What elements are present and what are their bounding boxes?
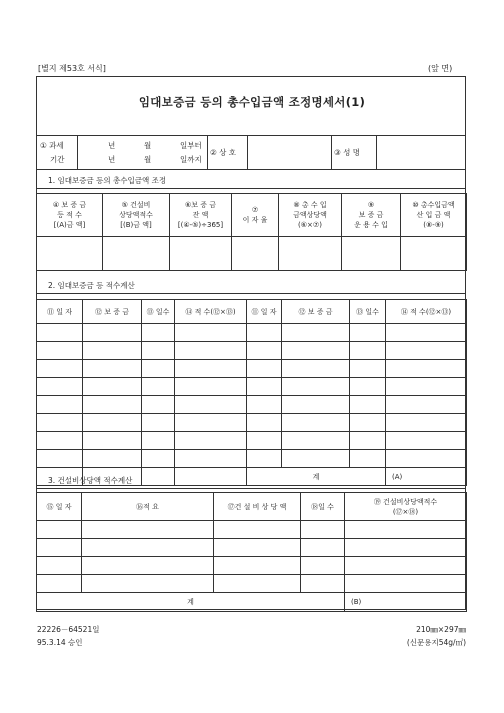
- section3-title: 3. 건설비상당액 적수계산: [48, 476, 133, 485]
- col-construction-cost: ⑰건 설 비 상 당 액: [214, 493, 301, 521]
- total-row: [37, 593, 467, 612]
- col-date: ⑪ 일 자: [37, 300, 83, 324]
- total-label-3: 계: [37, 593, 345, 612]
- col-date-3: ⑮ 일 자: [37, 493, 82, 521]
- table-row: [37, 432, 467, 450]
- table-row: [37, 557, 467, 575]
- table-row: [37, 539, 467, 557]
- col-days-2: ⑬ 일수: [350, 300, 386, 324]
- page-title: 임대보증금 등의 총수입금액 조정명세서(1): [138, 95, 366, 109]
- table-row: [37, 324, 467, 342]
- col-income-inclusion: ⑩ 총수입금액 산 입 금 액 (⑧-⑨): [401, 194, 467, 237]
- table-row: [37, 521, 467, 539]
- section2-table: [36, 299, 467, 486]
- col-days: ⑬ 일수: [142, 300, 175, 324]
- section2-title: 2. 임대보증금 등 적수계산: [48, 281, 135, 290]
- col-product: ⑭ 적 수(⑫×⑬): [175, 300, 247, 324]
- section1-row: [37, 237, 467, 271]
- table-row: [37, 360, 467, 378]
- section1-table: [36, 193, 467, 271]
- footer-right: [407, 623, 466, 649]
- col-deposit-2: ⑫ 보 증 금: [282, 300, 350, 324]
- col-days-3: ⑱일 수: [301, 493, 345, 521]
- to-label: 일까지: [180, 155, 202, 164]
- total-mark-a: (A): [386, 468, 467, 486]
- month-label: 월: [144, 141, 152, 150]
- footer-approved: 95.3.14 승인: [37, 638, 83, 647]
- table-row: [37, 414, 467, 432]
- col-date-2: ⑪ 일 자: [247, 300, 282, 324]
- footer-left: [37, 623, 99, 649]
- year-label-2: 년: [108, 155, 116, 164]
- footer-paper: (신문용지54g/㎡): [406, 638, 466, 647]
- col-summary: ⑯적 요: [82, 493, 214, 521]
- col-deposit-sum: ④ 보 증 금 등 적 수 [(A)금 액]: [37, 194, 103, 237]
- col-total-income-equiv: ⑧ 총 수 입 금액상당액 (⑥×⑦): [279, 194, 342, 237]
- footer-code: 22226－64521일: [37, 625, 100, 634]
- page-side-label: (앞 면): [428, 64, 453, 73]
- table-row: [37, 450, 467, 468]
- col-deposit-balance: ⑥보 증 금 잔 액 [(④-⑤)÷365]: [170, 194, 232, 237]
- from-label: 일부터: [180, 141, 202, 150]
- total-mark-b: (B): [345, 593, 467, 612]
- col-construction-cost-sum: ⑤ 건설비 상당액적수 [(B)금 액]: [103, 194, 170, 237]
- section3-table: [36, 492, 467, 612]
- table-row: [37, 342, 467, 360]
- name-label: ③ 성 명: [334, 148, 360, 157]
- form-number: [별지 제53호 서식]: [38, 64, 106, 73]
- table-row: [37, 575, 467, 593]
- total-label: 계: [247, 468, 386, 486]
- table-row: [37, 396, 467, 414]
- col-product-2: ⑭ 적 수(⑫×⑬): [386, 300, 467, 324]
- col-deposit-income: ⑨ 보 증 금 운 용 수 입: [342, 194, 401, 237]
- company-label: ② 상 호: [210, 148, 236, 157]
- period-label: ① 과세: [40, 141, 64, 150]
- period-label-2: 기간: [50, 155, 65, 164]
- col-construction-sum: ⑲ 건설비상당액적수 (⑰×⑱): [345, 493, 467, 521]
- footer-size: 210㎜×297㎜: [416, 625, 466, 634]
- col-deposit: ⑫ 보 증 금: [83, 300, 142, 324]
- month-label-2: 월: [144, 155, 152, 164]
- year-label: 년: [108, 141, 116, 150]
- table-row: [37, 378, 467, 396]
- col-interest-rate: ⑦ 이 자 율: [232, 194, 279, 237]
- section1-title: 1. 임대보증금 등의 총수입금액 조정: [48, 176, 167, 185]
